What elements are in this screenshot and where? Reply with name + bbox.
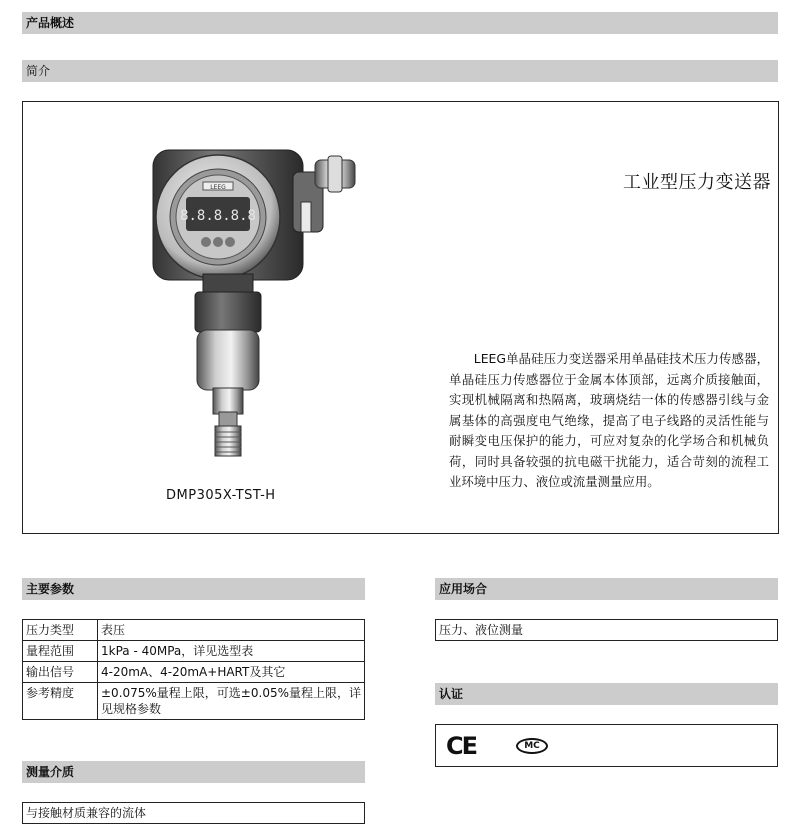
medium-value: 与接触材质兼容的流体 (26, 806, 147, 820)
product-description: LEEG单晶硅压力变送器采用单晶硅技术压力传感器，单晶硅压力传感器位于金属本体顶部，远离介质接触面，实现机械隔离和热隔离，玻璃烧结一体的传感器引线与金属基体的高强度电气绝缘，提高了电子线路的灵活性能与耐瞬变电压保护的能力，可应对复杂的化学场合和机械负荷，同时具备较强的抗电磁干扰能力，适合苛刻的流程工业环境中压力、液位或流量测量应用。 (449, 351, 769, 489)
param-key: 参考精度 (23, 683, 98, 720)
params-row (23, 641, 365, 662)
section-application-bar (435, 578, 778, 600)
intro-box (22, 101, 779, 534)
section-certification-title: 认证 (439, 687, 464, 701)
param-value: ±0.075%量程上限，可选±0.05%量程上限，详见规格参数 (98, 683, 365, 720)
param-value: 4-20mA、4-20mA+HART及其它 (98, 662, 365, 683)
section-certification-bar (435, 683, 778, 705)
mc-mark-text: MC (524, 741, 540, 751)
param-key: 量程范围 (23, 641, 98, 662)
section-medium-title: 测量介质 (26, 765, 75, 779)
product-model: DMP305X-TST-H (166, 488, 276, 503)
param-value: 表压 (98, 620, 365, 641)
param-key: 输出信号 (23, 662, 98, 683)
params-table (22, 619, 365, 720)
section-overview-bar (22, 12, 778, 34)
params-row (23, 620, 365, 641)
params-row (23, 662, 365, 683)
display-digits: 8.8.8.8.8 (180, 208, 256, 224)
product-title: 工业型压力变送器 (623, 172, 771, 193)
housing-logo-text: LEEG (210, 184, 226, 191)
medium-box (22, 802, 365, 824)
param-key: 压力类型 (23, 620, 98, 641)
params-row (23, 683, 365, 720)
application-value: 压力、液位测量 (439, 623, 524, 637)
section-params-title: 主要参数 (26, 582, 75, 596)
section-params-bar (22, 578, 365, 600)
section-medium-bar (22, 761, 365, 783)
application-box (435, 619, 778, 641)
section-application-title: 应用场合 (439, 582, 488, 596)
section-intro-title: 简介 (26, 64, 51, 78)
section-overview-title: 产品概述 (26, 16, 75, 30)
section-intro-bar (22, 60, 778, 82)
param-value: 1kPa - 40MPa，详见选型表 (98, 641, 365, 662)
ce-mark: CE (446, 732, 477, 760)
product-image (123, 142, 363, 482)
certification-box (435, 724, 778, 767)
mc-mark (516, 738, 548, 754)
